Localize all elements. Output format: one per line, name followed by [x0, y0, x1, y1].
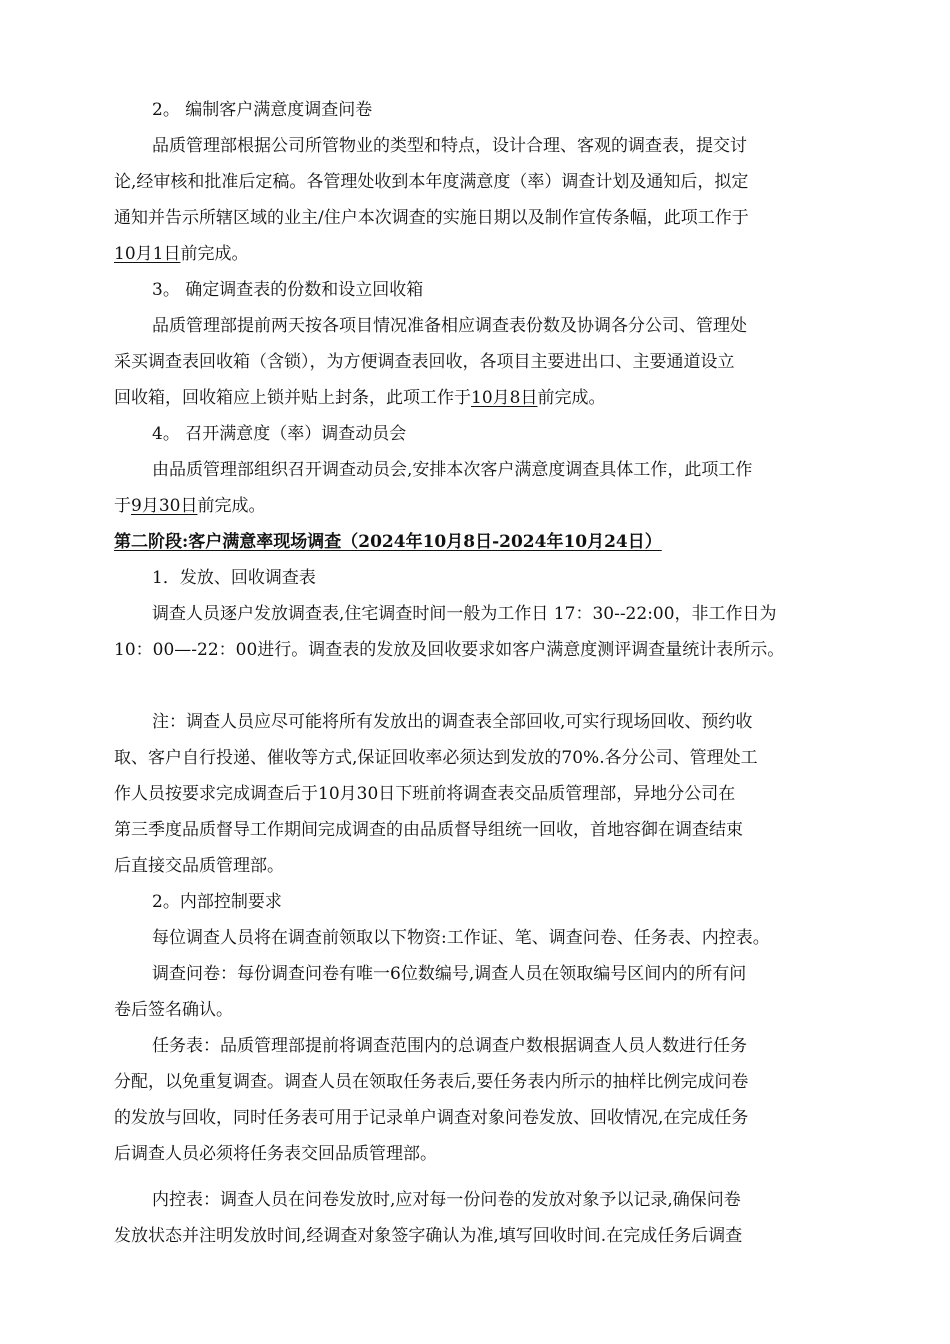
paragraph-line: 调查问卷：每份调查问卷有唯一6位数编号,调查人员在领取编号区间内的所有问 [152, 964, 747, 984]
paragraph-line: 品质管理部提前两天按各项目情况准备相应调查表份数及协调各分公司、管理处 [152, 316, 747, 336]
paragraph-line [114, 387, 605, 409]
paragraph-text: 前完成。 [180, 244, 249, 264]
subsection-2-heading: 2。内部控制要求 [152, 892, 282, 912]
section-4-heading: 4。 召开满意度（率）调查动员会 [152, 424, 407, 444]
paragraph-text: 于 [114, 496, 131, 516]
paragraph-line: 的发放与回收，同时任务表可用于记录单户调查对象问卷发放、回收情况,在完成任务 [114, 1108, 749, 1128]
deadline-date: 10月8日 [471, 388, 538, 408]
paragraph-line: 分配，以免重复调查。调查人员在领取任务表后,要任务表内所示的抽样比例完成问卷 [114, 1072, 749, 1092]
phase-2-heading: 第二阶段:客户满意率现场调查（2024年10月8日-2024年10月24日） [114, 532, 662, 552]
note-line: 取、客户自行投递、催收等方式,保证回收率必须达到发放的70%.各分公司、管理处工 [114, 748, 758, 768]
paragraph-line [114, 243, 248, 265]
paragraph-text: 前完成。 [197, 496, 266, 516]
paragraph-text: 前完成。 [537, 388, 606, 408]
paragraph-line: 卷后签名确认。 [114, 1000, 233, 1020]
section-2-heading: 2。 编制客户满意度调查问卷 [152, 100, 373, 120]
paragraph-line: 发放状态并注明发放时间,经调查对象签字确认为准,填写回收时间.在完成任务后调查 [114, 1226, 743, 1246]
section-3-heading: 3。 确定调查表的份数和设立回收箱 [152, 280, 424, 300]
paragraph-line: 任务表：品质管理部提前将调查范围内的总调查户数根据调查人员人数进行任务 [152, 1036, 747, 1056]
paragraph-line: 调查人员逐户发放调查表,住宅调查时间一般为工作日 17：30--22:00，非工作日为 [152, 604, 777, 624]
paragraph-line: 后调查人员必须将任务表交回品质管理部。 [114, 1144, 437, 1164]
paragraph-line: 采买调查表回收箱（含锁），为方便调查表回收，各项目主要进出口、主要通道设立 [114, 352, 735, 372]
note-line: 注：调查人员应尽可能将所有发放出的调查表全部回收,可实行现场回收、预约收 [152, 712, 753, 732]
deadline-date: 9月30日 [131, 496, 198, 516]
paragraph-line: 内控表：调查人员在问卷发放时,应对每一份问卷的发放对象予以记录,确保问卷 [152, 1190, 741, 1210]
note-line: 作人员按要求完成调查后于10月30日下班前将调查表交品质管理部，异地分公司在 [114, 784, 736, 804]
paragraph-line [114, 495, 265, 517]
paragraph-line: 10：00—-22：00进行。调查表的发放及回收要求如客户满意度测评调查量统计表所示。 [114, 640, 785, 660]
paragraph-line: 每位调查人员将在调查前领取以下物资:工作证、笔、调查问卷、任务表、内控表。 [152, 928, 770, 948]
note-line: 后直接交品质管理部。 [114, 856, 284, 876]
paragraph-line: 论,经审核和批准后定稿。各管理处收到本年度满意度（率）调查计划及通知后，拟定 [114, 172, 749, 192]
paragraph-line: 品质管理部根据公司所管物业的类型和特点，设计合理、客观的调查表，提交讨 [152, 136, 747, 156]
paragraph-line: 由品质管理部组织召开调查动员会,安排本次客户满意度调查具体工作，此项工作 [152, 460, 753, 480]
paragraph-text: 回收箱，回收箱应上锁并贴上封条，此项工作于 [114, 388, 471, 408]
subsection-1-heading: 1．发放、回收调查表 [152, 568, 316, 588]
deadline-date: 10月1日 [114, 244, 181, 264]
note-line: 第三季度品质督导工作期间完成调查的由品质督导组统一回收，首地容御在调查结束 [114, 820, 743, 840]
paragraph-line: 通知并告示所辖区域的业主/住户本次调查的实施日期以及制作宣传条幅，此项工作于 [114, 208, 749, 228]
